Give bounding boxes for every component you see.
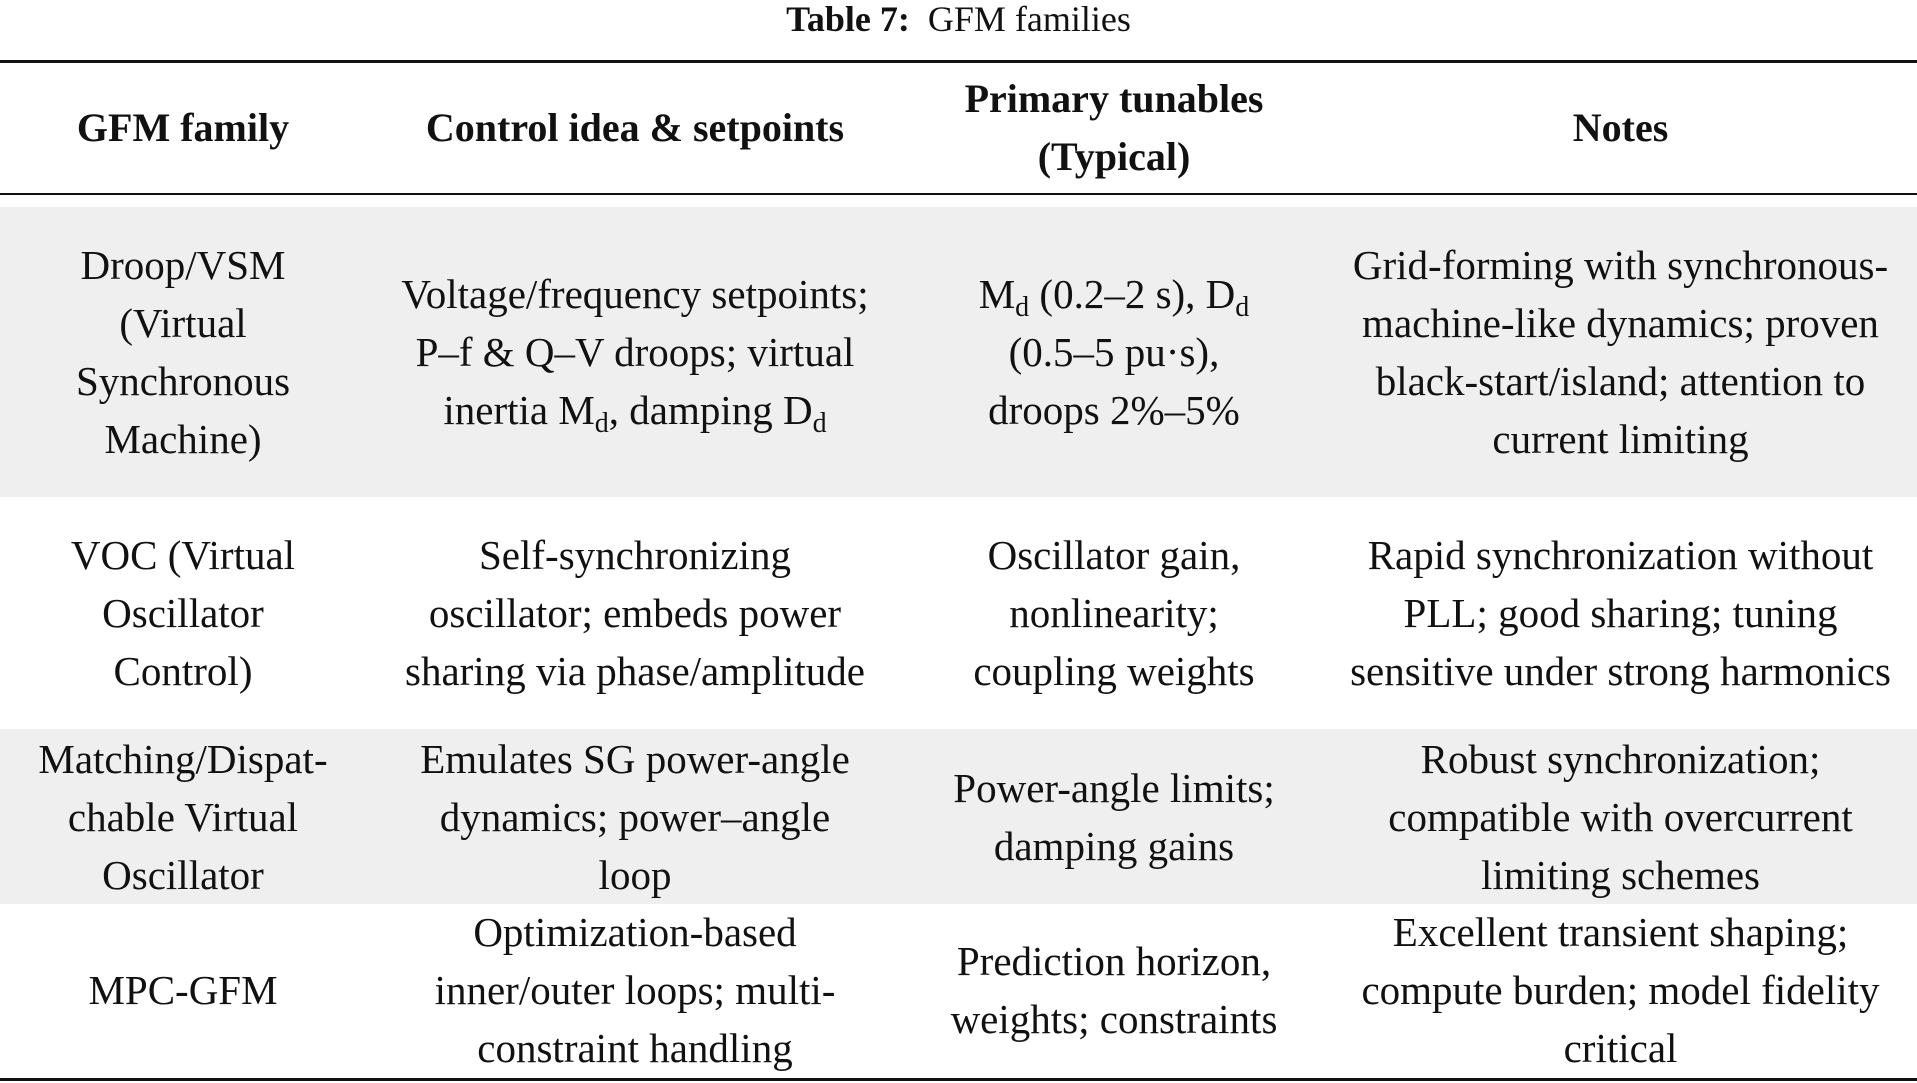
cell-family-text: Matching/Dispat-chable Virtual Oscillator <box>38 735 328 898</box>
cell-control-text: Optimization-based inner/outer loops; multi-constraint handling <box>434 909 836 1071</box>
header-notes: Notes <box>1572 105 1669 150</box>
cell-tunables <box>904 729 1324 904</box>
table-row <box>0 904 1917 1076</box>
cell-family <box>0 207 366 497</box>
table-row <box>0 497 1917 729</box>
cell-notes-text: Excellent transient shaping; compute burden; model fidelity critical <box>1361 909 1880 1071</box>
table-body <box>0 207 1917 1076</box>
cell-notes <box>1324 207 1917 497</box>
cell-control <box>366 729 904 904</box>
cell-control-text: Emulates SG power-angle dynamics; power–angle loop <box>420 735 850 898</box>
header-rule <box>0 193 1917 195</box>
control-subscript-1: d <box>594 408 609 439</box>
table-caption-label: Table 7: <box>786 0 910 39</box>
cell-notes-text: Robust synchronization; compatible with overcurrent limiting schemes <box>1388 735 1853 898</box>
cell-control <box>366 207 904 497</box>
header-primary-tunables <box>904 63 1324 193</box>
bottom-rule <box>0 1078 1917 1081</box>
tunables-part-2: (0.2–2 s), D <box>1029 271 1236 317</box>
cell-family-text: VOC (Virtual Oscillator Control) <box>70 532 296 694</box>
header-control-idea: Control idea & setpoints <box>425 105 845 150</box>
cell-family <box>0 497 366 729</box>
table-row <box>0 207 1917 497</box>
tunables-part-1: M <box>978 271 1016 317</box>
tunables-part-3: (0.5–5 pu·s), droops 2%–5% <box>988 329 1240 433</box>
cell-notes <box>1324 497 1917 729</box>
cell-control-text <box>385 265 885 439</box>
cell-control-text: Self-synchronizing oscillator; embeds power sharing via phase/amplitude <box>405 532 865 694</box>
cell-notes <box>1324 729 1917 904</box>
cell-control <box>366 904 904 1076</box>
cell-notes-text: Grid-forming with synchronous-machine-like dynamics; proven black-start/island; attention to current limiting <box>1352 242 1889 462</box>
table-caption <box>0 0 1917 40</box>
cell-tunables <box>904 497 1324 729</box>
table-header-row <box>0 63 1917 193</box>
cell-tunables-text: Oscillator gain, nonlinearity; coupling weights <box>973 532 1255 694</box>
cell-control <box>366 497 904 729</box>
table-caption-text: GFM families <box>927 0 1131 39</box>
control-text-mid: , damping D <box>608 387 813 433</box>
cell-family-text: Droop/VSM (Virtual Synchronous Machine) <box>75 242 291 462</box>
cell-family <box>0 729 366 904</box>
cell-tunables-text: Prediction horizon, weights; constraints <box>950 938 1278 1042</box>
cell-tunables-text <box>949 265 1279 439</box>
cell-tunables-text: Power-angle limits; damping gains <box>953 764 1275 869</box>
cell-notes-text: Rapid synchronization without PLL; good sharing; tuning sensitive under strong harmonics <box>1350 532 1891 694</box>
tunables-subscript-2: d <box>1235 292 1250 323</box>
control-subscript-2: d <box>812 408 827 439</box>
control-text-part: Voltage/frequency setpoints; P–f & Q–V droops; virtual inertia M <box>401 271 869 433</box>
header-primary-tunables-line2: (Typical) <box>1037 134 1191 179</box>
cell-family-text: MPC-GFM <box>88 967 278 1013</box>
cell-tunables <box>904 207 1324 497</box>
header-primary-tunables-line1: Primary tunables <box>964 76 1264 121</box>
cell-notes <box>1324 904 1917 1076</box>
tunables-subscript-1: d <box>1015 292 1030 323</box>
table-row <box>0 729 1917 904</box>
cell-tunables <box>904 904 1324 1076</box>
cell-family <box>0 904 366 1076</box>
header-gfm-family: GFM family <box>76 105 290 150</box>
